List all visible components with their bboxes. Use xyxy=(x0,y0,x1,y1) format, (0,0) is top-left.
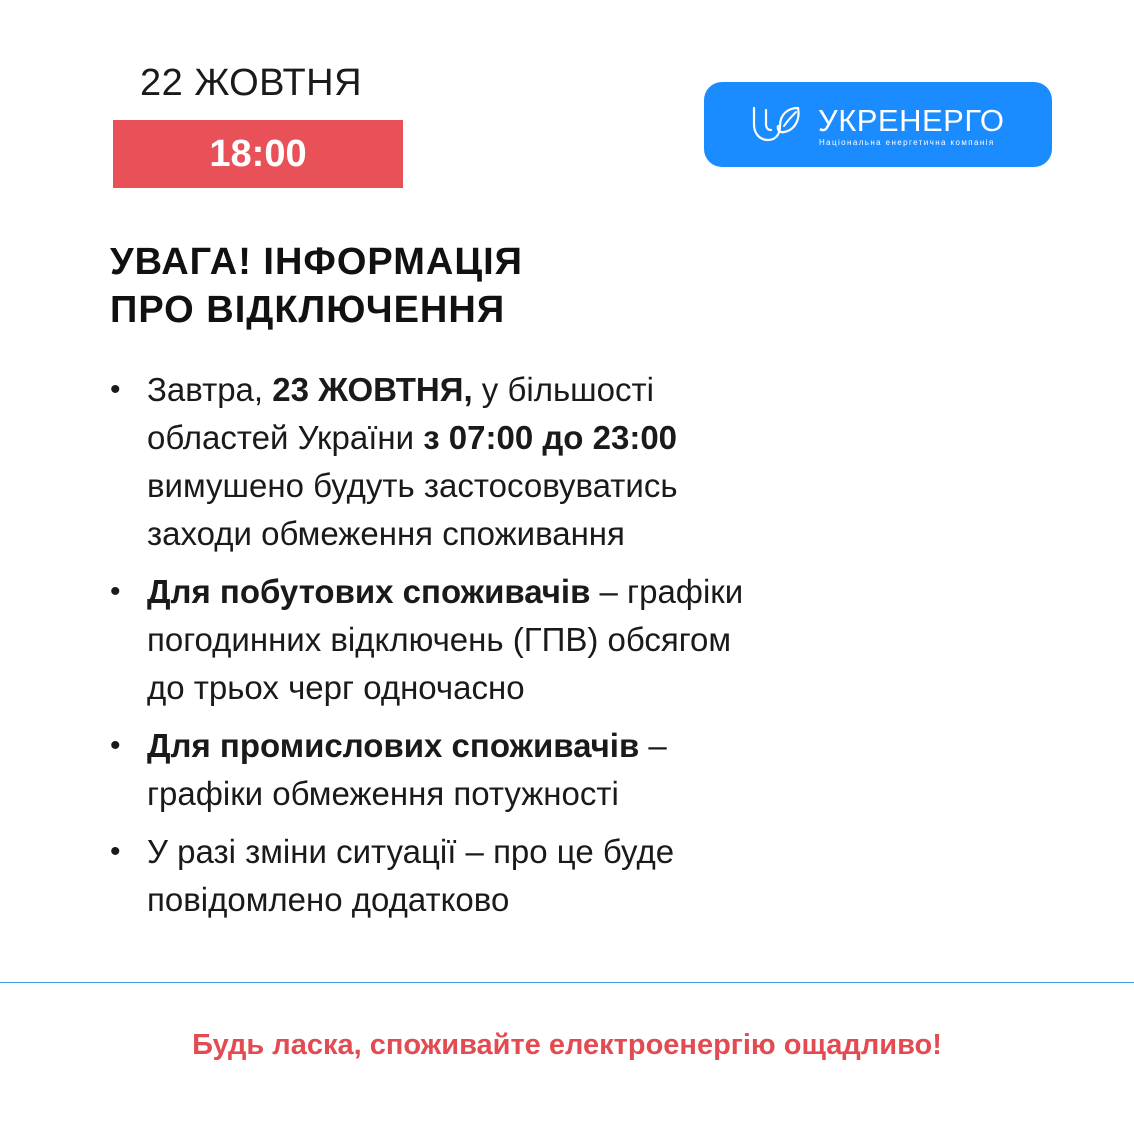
date-label: 22 ЖОВТНЯ xyxy=(140,62,363,104)
footer-message: Будь ласка, споживайте електроенергію ощадливо! xyxy=(192,1029,942,1061)
divider xyxy=(0,982,1134,983)
title-line-1: УВАГА! ІНФОРМАЦІЯ xyxy=(110,241,523,283)
list-item: • У разі зміни ситуації – про це буде повідомлено додатково xyxy=(110,828,850,924)
list-item: • Для промислових споживачів – графіки обмеження потужності xyxy=(110,722,850,818)
time-label: 18:00 xyxy=(209,132,307,175)
list-item: • Для побутових споживачів – графіки погодинних відключень (ГПВ) обсягом до трьох черг одночасно xyxy=(110,568,850,712)
time-badge xyxy=(113,120,403,188)
logo-subtitle: Національна енергетична компанія xyxy=(819,138,995,147)
page-title xyxy=(110,238,523,334)
list-item: • Завтра, 23 ЖОВТНЯ, у більшості областей України з 07:00 до 23:00 вимушено будуть застосовуватись заходи обмеження споживання xyxy=(110,366,850,558)
title-line-2: ПРО ВІДКЛЮЧЕННЯ xyxy=(110,289,506,331)
logo-name: УКРЕНЕРГО xyxy=(818,103,1005,138)
ukrenergo-emblem-icon xyxy=(750,100,806,150)
ukrenergo-logo xyxy=(704,82,1052,167)
info-list xyxy=(110,366,850,924)
